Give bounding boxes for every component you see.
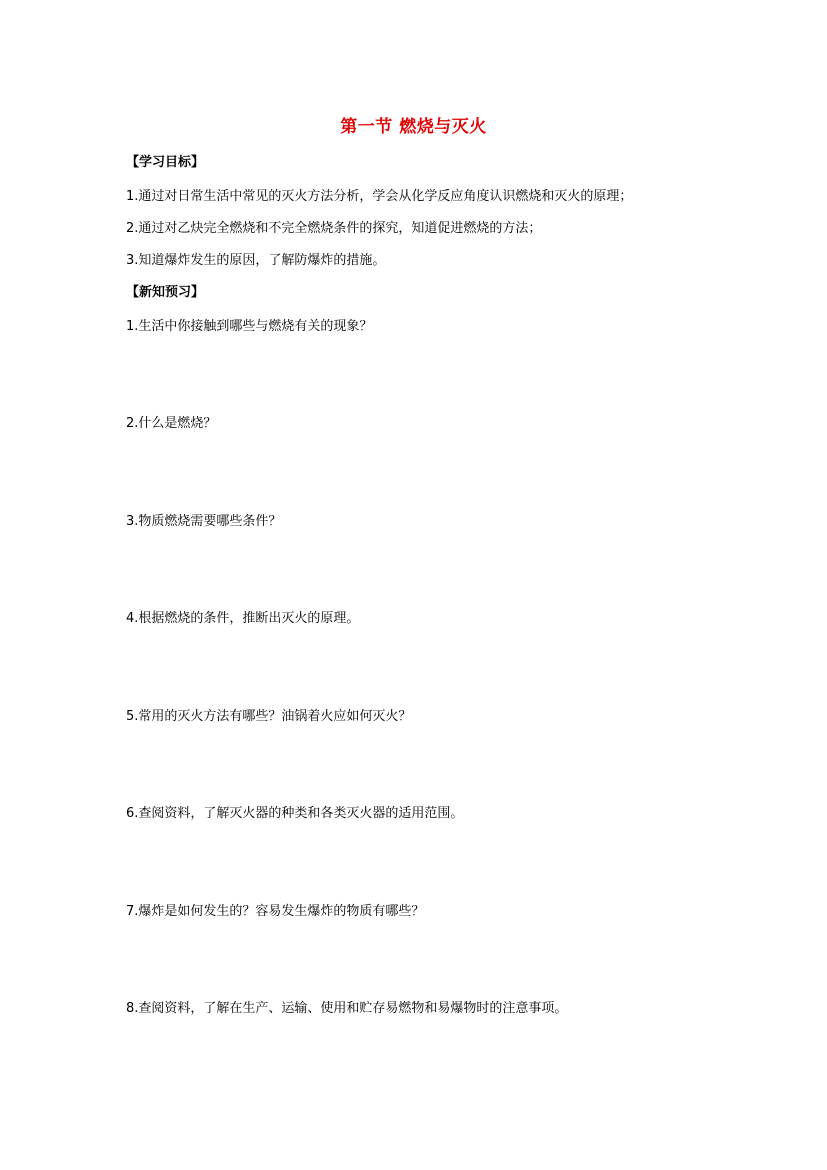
document-title: 第一节 燃烧与灭火 — [340, 117, 487, 137]
question-item-4: 4.根据燃烧的条件，推断出灭火的原理。 — [126, 611, 360, 626]
question-item-2: 2.什么是燃烧？ — [126, 416, 217, 431]
section-heading-preview: 【新知预习】 — [126, 285, 205, 300]
section-heading-learning-goals: 【学习目标】 — [126, 155, 205, 170]
question-item-5: 5.常用的灭火方法有哪些？油锅着火应如何灭火？ — [126, 709, 412, 724]
question-item-1: 1.生活中你接触到哪些与燃烧有关的现象？ — [126, 319, 373, 334]
question-item-3: 3.物质燃烧需要哪些条件？ — [126, 514, 282, 529]
goal-item-1: 1.通过对日常生活中常见的灭火方法分析，学会从化学反应角度认识燃烧和灭火的原理； — [126, 189, 633, 204]
goal-item-3: 3.知道爆炸发生的原因，了解防爆炸的措施。 — [126, 253, 386, 268]
goal-item-2: 2.通过对乙炔完全燃烧和不完全燃烧条件的探究，知道促进燃烧的方法； — [126, 221, 542, 236]
question-item-6: 6.查阅资料，了解灭火器的种类和各类灭火器的适用范围。 — [126, 806, 464, 821]
question-item-8: 8.查阅资料，了解在生产、运输、使用和贮存易燃物和易爆物时的注意事项。 — [126, 1001, 568, 1016]
question-item-7: 7.爆炸是如何发生的？容易发生爆炸的物质有哪些？ — [126, 904, 425, 919]
